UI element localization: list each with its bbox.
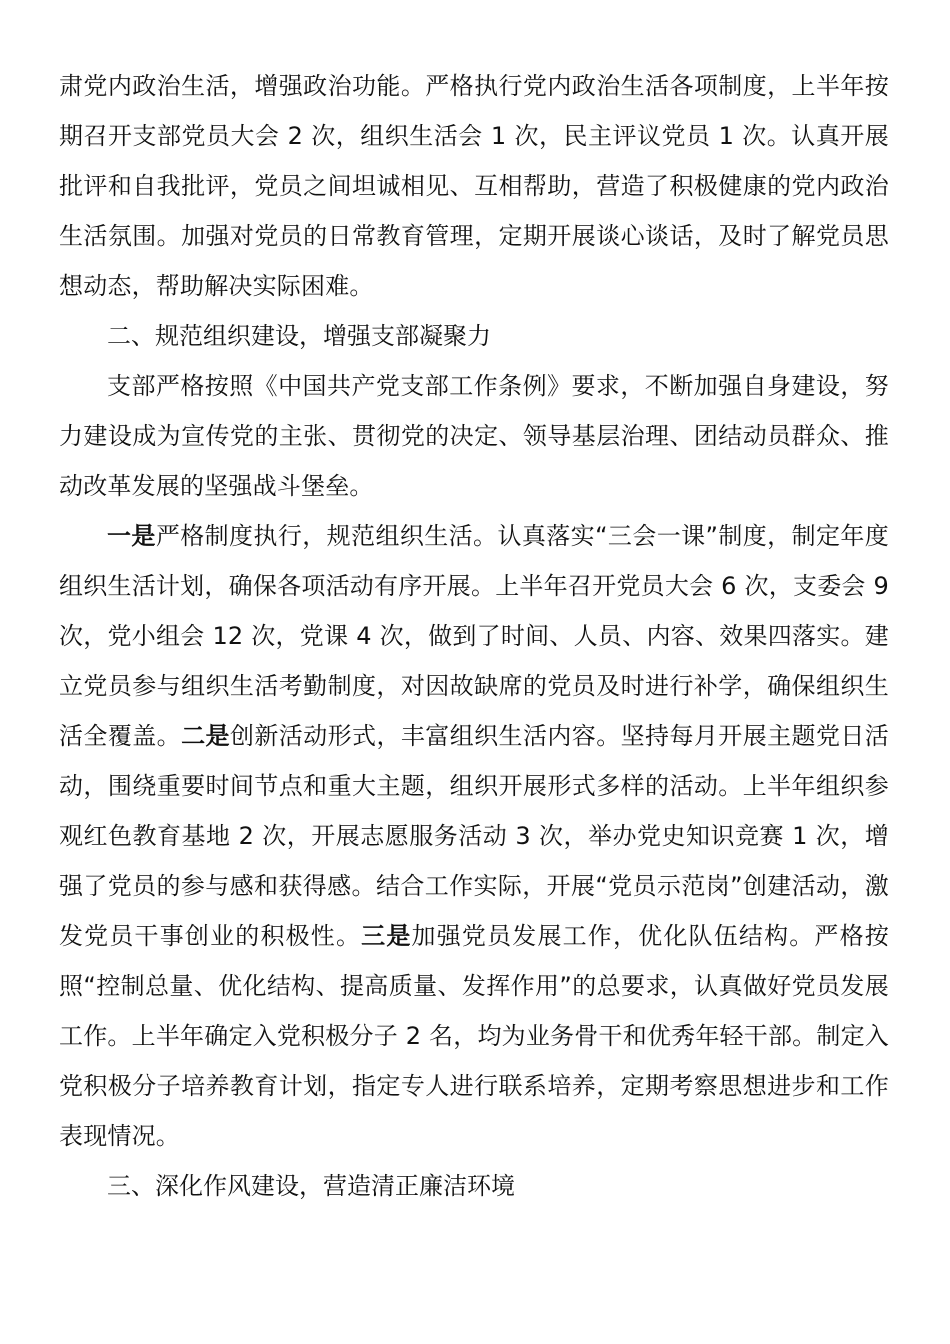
paragraph-party-life: 肃党内政治生活，增强政治功能。严格执行党内政治生活各项制度，上半年按期召开支部党员大会 2 次，组织生活会 1 次，民主评议党员 1 次。认真开展批评和自我批评，党员之间坦诚相见、互相帮助，营造了积极健康的党内政治生活氛围。加强对党员的日常教育管理，定期开展谈心谈话，及时了解党员思想动态，帮助解决实际困难。 bbox=[59, 72, 889, 300]
section-heading-organization: 二、规范组织建设，增强支部凝聚力 bbox=[107, 322, 491, 350]
lead-first: 一是 bbox=[107, 522, 156, 550]
section-heading-conduct: 三、深化作风建设，营造清正廉洁环境 bbox=[107, 1172, 515, 1200]
lead-third: 三是 bbox=[361, 922, 412, 950]
document-page bbox=[59, 61, 889, 1211]
text-second: 创新活动形式，丰富组织生活内容。坚持每月开展主题党日活动，围绕重要时间节点和重大主题，组织开展形式多样的活动。上半年组织参观红色教育基地 2 次，开展志愿服务活动 3 次，举办党史知识竞赛 1 次，增强了党员的参与感和获得感。结合工作实际，开展“党员示范岗”创建活动，激发党员干事创业的积极性。 bbox=[59, 722, 889, 950]
text-first: 严格制度执行，规范组织生活。认真落实“三会一课”制度，制定年度组织生活计划，确保各项活动有序开展。上半年召开党员大会 6 次，支委会 9 次，党小组会 12 次，党课 4 次，做到了时间、人员、内容、效果四落实。建立党员参与组织生活考勤制度，对因故缺席的党员及时进行补学，确保组织生活全覆盖。 bbox=[59, 522, 889, 750]
paragraph-organization-intro: 支部严格按照《中国共产党支部工作条例》要求，不断加强自身建设，努力建设成为宣传党的主张、贯彻党的决定、领导基层治理、团结动员群众、推动改革发展的坚强战斗堡垒。 bbox=[59, 372, 889, 500]
text-third: 加强党员发展工作，优化队伍结构。严格按照“控制总量、优化结构、提高质量、发挥作用”的总要求，认真做好党员发展工作。上半年确定入党积极分子 2 名，均为业务骨干和优秀年轻干部。制定入党积极分子培养教育计划，指定专人进行联系培养，定期考察思想进步和工作表现情况。 bbox=[59, 922, 889, 1150]
paragraph-organization-details bbox=[59, 511, 889, 1161]
lead-second: 二是 bbox=[181, 722, 230, 750]
